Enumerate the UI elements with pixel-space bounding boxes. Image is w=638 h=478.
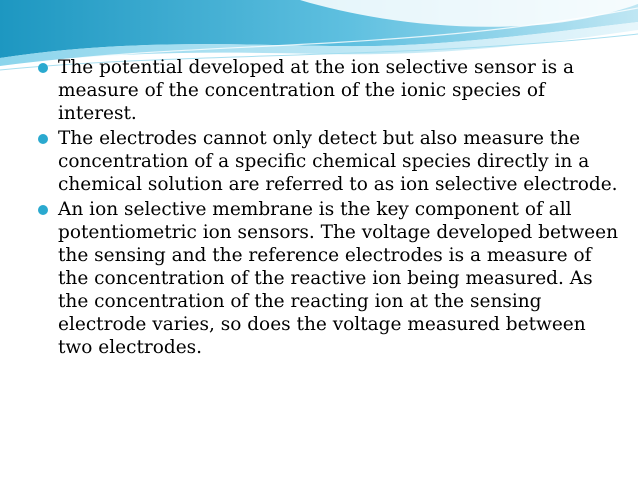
- bullet-dot-icon: [38, 205, 48, 215]
- bullet-item: [38, 56, 618, 125]
- bullet-dot-icon: [38, 134, 48, 144]
- bullet-dot-icon: [38, 63, 48, 73]
- bullet-text: An ion selective membrane is the key component of all potentiometric ion sensors. The voltage developed between the sensing and the reference electrodes is a measure of the concentration of the reactive ion being measured. As the concentration of the reacting ion at the sensing electrode varies, so does the voltage measured between two electrodes.: [58, 199, 618, 358]
- bullet-item: [38, 198, 618, 359]
- bullet-text: The potential developed at the ion selective sensor is a measure of the concentration of the ionic species of interest.: [58, 57, 575, 124]
- bullet-list: [38, 56, 618, 361]
- bullet-text: The electrodes cannot only detect but also measure the concentration of a specific chemical species directly in a chemical solution are referred to as ion selective electrode.: [58, 128, 618, 195]
- bullet-item: [38, 127, 618, 196]
